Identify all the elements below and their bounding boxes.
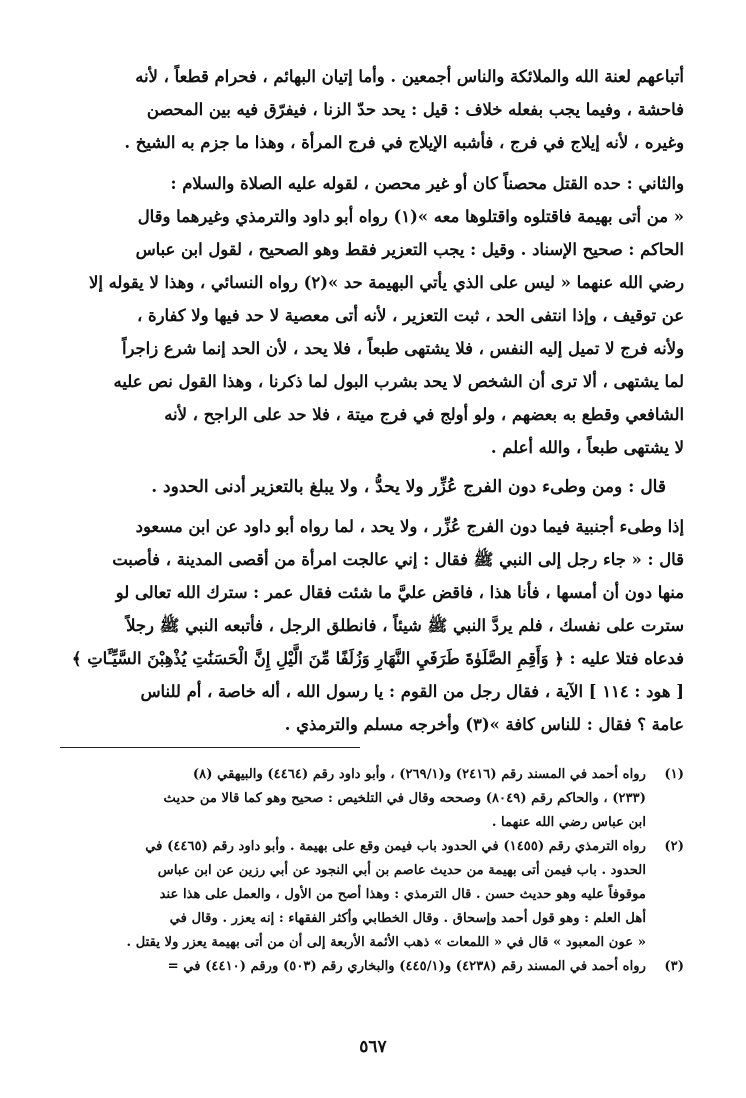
- text-line: والثاني : حده القتل محصناً كان أو غير محصن ، لقوله عليه الصلاة والسلام :: [170, 174, 684, 193]
- body-paragraph-3: [60, 510, 684, 741]
- footnote-number: (٢): [664, 839, 684, 854]
- footnote-3: [60, 955, 684, 979]
- text-line: وغيره ، لأنه إيلاج في فرج ، فأشبه الإيلاج في فرج المرأة ، وهذا ما جزم به الشيخ .: [124, 133, 684, 152]
- text-line: قال : « جاء رجل إلى النبي ﷺ فقال : إني عالجت امرأة من أقصى المدينة ، فأصبت: [112, 550, 684, 569]
- footnote-line: ابن عباس رضي الله عنهما .: [491, 815, 646, 830]
- footnote-2: [60, 835, 684, 955]
- text-line: الشافعي وقطع به بعضهم ، ولو أولج في فرج ميتة ، فلا حد على الراجح ، لأنه: [164, 405, 684, 424]
- footnote-1: [60, 763, 684, 835]
- footnote-number: (١): [664, 767, 684, 782]
- footnote-line: أهل العلم : وهو قول أحمد وإسحاق . وقال الخطابي وأكثر الفقهاء : إنه يعزر . وقال في: [169, 911, 646, 926]
- text-line: منها دون أن أمسها ، فأنا هذا ، فاقض عليَّ ما شئت فقال عمر : سترك الله تعالى لو: [115, 583, 684, 602]
- footnote-line: موقوفاً عليه وهو حديث حسن . قال الترمذي : وهذا أصح من الأول ، والعمل على هذا عند: [159, 887, 646, 902]
- text-line: ولأنه فرج لا تميل إليه النفس ، فلا يشتهى طبعاً ، فلا يحد ، لأن الحد إنما شرع زاجراً: [121, 339, 684, 358]
- text-line: « من أتى بهيمة فاقتلوه واقتلوها معه »(١) رواه أبو داود والترمذي وغيرهما وقال: [137, 207, 684, 226]
- footnote-line: « عون المعبود » قال في « اللمعات » ذهب الأئمة الأربعة إلى أن من أتى بهيمة يعزر ولا يقتل .: [126, 935, 646, 950]
- text-line: لا يشتهى طبعاً ، والله أعلم .: [490, 438, 684, 457]
- body-paragraph-1: [60, 60, 684, 159]
- quran-verse-line: فدعاه فتلا عليه : ﴿ وَأَقِمِ الصَّلَوٰةَ طَرَفَيِ النَّهَارِ وَزُلَفًا مِّنَ الَّيْلِ إِنَّ الْحَسَنَٰتِ يُذْهِبْنَ السَّيِّـَٔاتِ ﴾: [71, 649, 684, 668]
- footnote-line: (٢٣٣) ، والحاكم رقم (٨٠٤٩) وصححه وقال في التلخيص : صحيح وهو كما قالا من حديث: [163, 791, 646, 806]
- text-line: رضي الله عنهما « ليس على الذي يأتي البهيمة حد »(٢) رواه النسائي ، وهذا لا يقوله إلا: [89, 273, 684, 292]
- footnote-number: (٣): [664, 959, 684, 974]
- footnote-line: رواه أحمد في المسند رقم (٤٢٣٨) و(٤٤٥/١) والبخاري رقم (٥٠٣) ورقم (٤٤١٠) في =: [167, 959, 646, 974]
- footnote-separator: [60, 747, 360, 748]
- footnote-line: الحدود . باب فيمن أتى بهيمة من حديث عاصم بن أبي النجود عن أبي رزين عن ابن عباس: [157, 863, 646, 878]
- text-line: لما يشتهى ، ألا ترى أن الشخص لا يحد بشرب البول لما ذكرنا ، وهذا القول نص عليه: [113, 372, 684, 391]
- text-line: عامة ؟ فقال : للناس كافة »(٣) وأخرجه مسلم والترمذي .: [284, 715, 684, 734]
- footnote-line: رواه الترمذي رقم (١٤٥٥) في الحدود باب فيمن وقع على بهيمة . وأبو داود رقم (٤٤٦٥) في: [145, 839, 646, 854]
- footnote-line: رواه أحمد في المسند رقم (٢٤١٦) و(٢٦٩/١) ، وأبو داود رقم (٤٤٦٤) والبيهقي (٨): [192, 767, 646, 782]
- page-number: ٥٦٧: [359, 1037, 387, 1057]
- text-line: فاحشة ، وفيما يجب بفعله خلاف : قيل : يحد حدّ الزنا ، فيفرّق فيه بين المحصن: [146, 100, 684, 119]
- footnotes: [60, 763, 684, 979]
- body-paragraph-2: [60, 167, 684, 464]
- text-line: إذا وطىء أجنبية فيما دون الفرج عُزِّر ، ولا يحد ، لما رواه أبو داود عن ابن مسعود: [135, 517, 684, 536]
- text-line: [ هود : ١١٤ ] الآية ، فقال رجل من القوم : يا رسول الله ، أله خاصة ، أم للناس: [140, 682, 684, 701]
- text-line: عن توقيف ، وإذا انتفى الحد ، ثبت التعزير ، لأنه أتى معصية لا حد فيها ولا كفارة ،: [136, 306, 684, 325]
- text-line: الحاكم : صحيح الإسناد . وقيل : يجب التعزير فقط وهو الصحيح ، لقول ابن عباس: [135, 240, 684, 259]
- text-line: سترت على نفسك ، فلم يردَّ النبي ﷺ شيئاً ، فانطلق الرجل ، فأتبعه النبي ﷺ رجلاً: [126, 616, 684, 635]
- text-line: أتباعهم لعنة الله والملائكة والناس أجمعين . وأما إتيان البهائم ، فحرام قطعاً ، لأنه: [135, 67, 684, 86]
- section-heading: قال : ومن وطىء دون الفرج عُزِّر ولا يحدُّ ، ولا يبلغ بالتعزير أدنى الحدود .: [151, 477, 666, 497]
